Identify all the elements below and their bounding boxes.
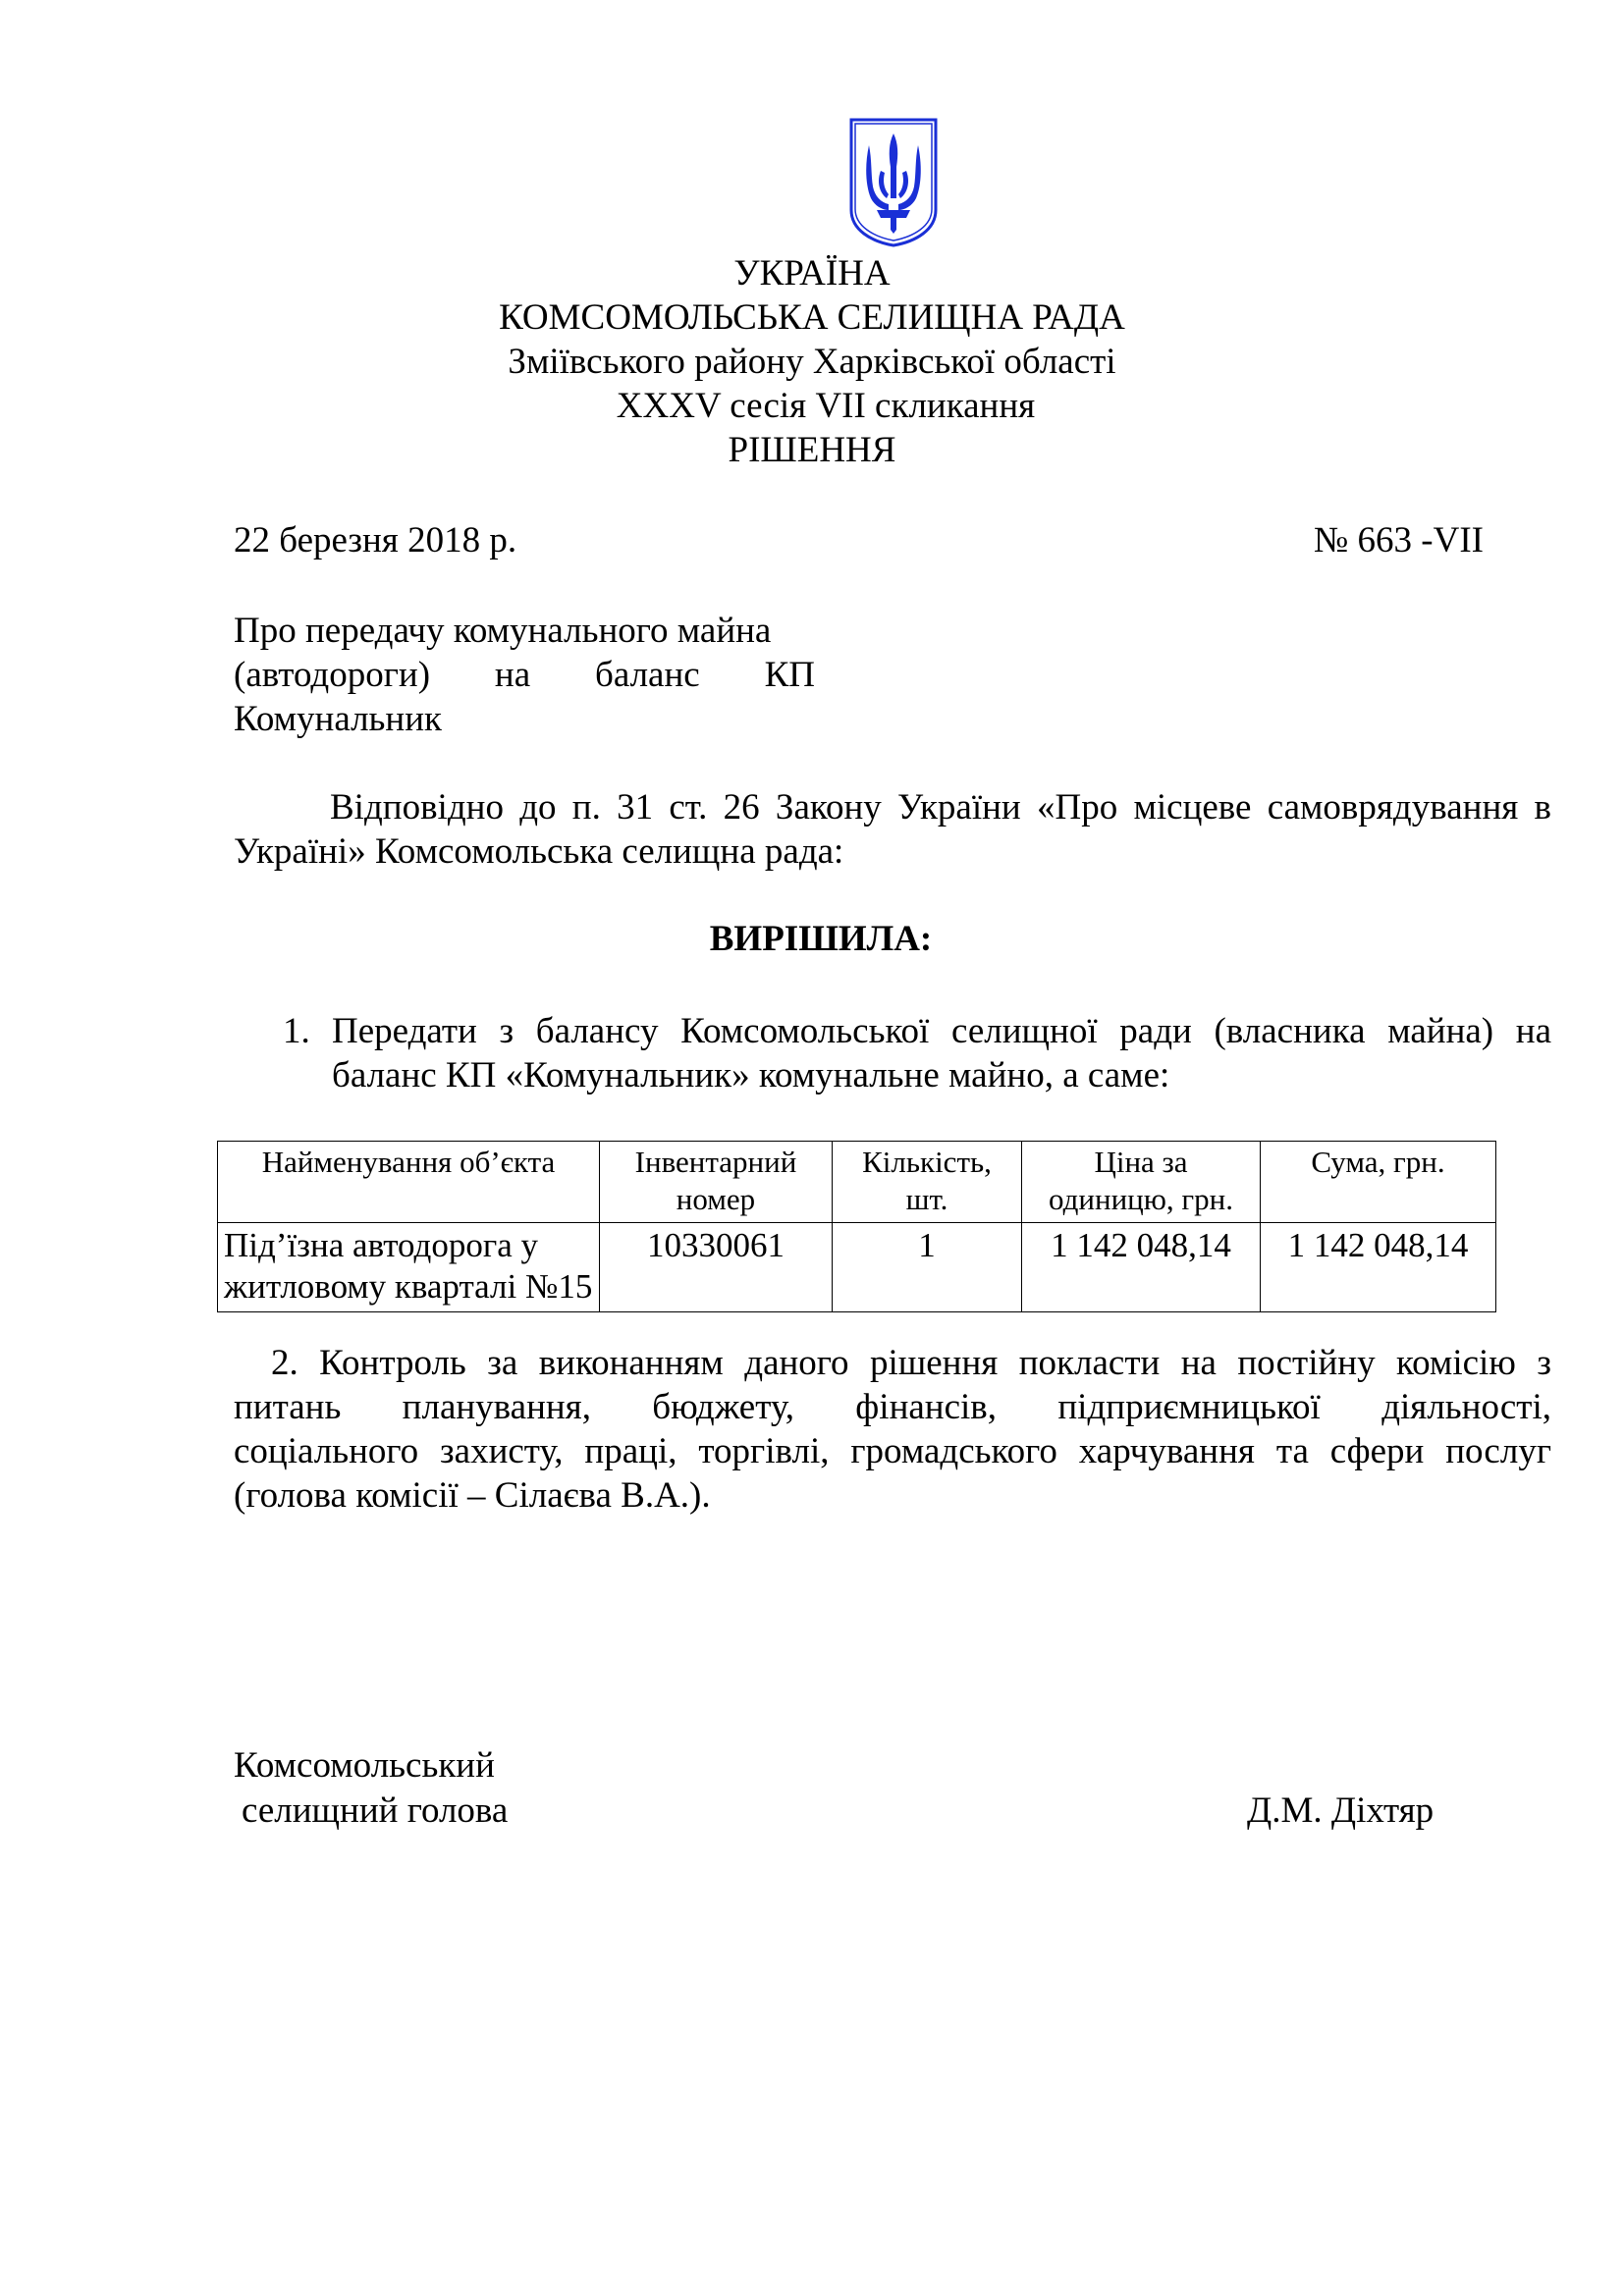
table-header-row	[218, 1142, 1496, 1223]
property-table	[217, 1141, 1496, 1312]
subject-line-1: Про передачу комунального майна	[234, 611, 772, 651]
subject-line-3: Комунальник	[234, 699, 443, 739]
column-header-name: Найменування об’єкта	[218, 1142, 600, 1223]
column-header-inventory-number: Інвентарний номер	[600, 1142, 833, 1223]
item-1-text	[332, 1009, 1551, 1097]
preamble-line-1: Відповідно до п. 31 ст. 26 Закону України «Про місцеве самоврядування в	[330, 787, 1551, 828]
item-2-line-2: питань планування, бюджету, фінансів, підприємницької діяльності,	[234, 1387, 1551, 1427]
preamble-paragraph	[234, 785, 1551, 874]
decision-number: № 663 -VII	[1314, 520, 1484, 561]
header-council: КОМСОМОЛЬСЬКА СЕЛИЩНА РАДА	[499, 297, 1125, 338]
item-1-line-2: баланс КП «Комунальник» комунальне майно, а саме:	[332, 1055, 1170, 1095]
header-session: XXXV сесія VII скликання	[616, 386, 1036, 426]
item-2-line-1: 2. Контроль за виконанням даного рішення покласти на постійну комісію з	[271, 1343, 1551, 1383]
column-header-quantity: Кількість, шт.	[833, 1142, 1022, 1223]
cell-quantity: 1	[833, 1223, 1022, 1312]
decision-date: 22 березня 2018 р.	[234, 520, 517, 561]
header-country: УКРАЇНА	[733, 253, 891, 294]
preamble-line-2: Україні» Комсомольська селищна рада:	[234, 831, 844, 872]
signature-title-line-2: селищний голова	[242, 1790, 509, 1831]
item-1-marker: 1.	[283, 1011, 310, 1051]
item-2-text	[234, 1341, 1551, 1518]
table-row	[218, 1223, 1496, 1312]
cell-total: 1 142 048,14	[1261, 1223, 1496, 1312]
cell-object-name: Під’їзна автодорога у житловому кварталі №15	[218, 1223, 600, 1312]
cell-inventory-number: 10330061	[600, 1223, 833, 1312]
document-header	[0, 251, 1624, 472]
decided-heading: ВИРІШИЛА:	[709, 919, 933, 959]
header-doc-type: РІШЕННЯ	[728, 430, 896, 470]
item-1-line-1: Передати з балансу Комсомольської селищної ради (власника майна) на	[332, 1011, 1551, 1051]
column-header-total: Сума, грн.	[1261, 1142, 1496, 1223]
coat-of-arms-icon	[847, 116, 940, 249]
column-header-unit-price: Ціна за одиницю, грн.	[1022, 1142, 1261, 1223]
item-2-line-3: соціального захисту, праці, торгівлі, громадського харчування та сфери послуг	[234, 1431, 1551, 1471]
cell-unit-price: 1 142 048,14	[1022, 1223, 1261, 1312]
signature-title-line-1: Комсомольський	[234, 1745, 495, 1786]
signature-name: Д.М. Діхтяр	[1247, 1790, 1435, 1831]
item-2-line-4: (голова комісії – Сілаєва В.А.).	[234, 1475, 711, 1516]
decision-subject	[234, 609, 815, 741]
header-district: Зміївського району Харківської області	[508, 342, 1116, 382]
subject-line-2: (автодороги) на баланс КП	[234, 655, 815, 695]
